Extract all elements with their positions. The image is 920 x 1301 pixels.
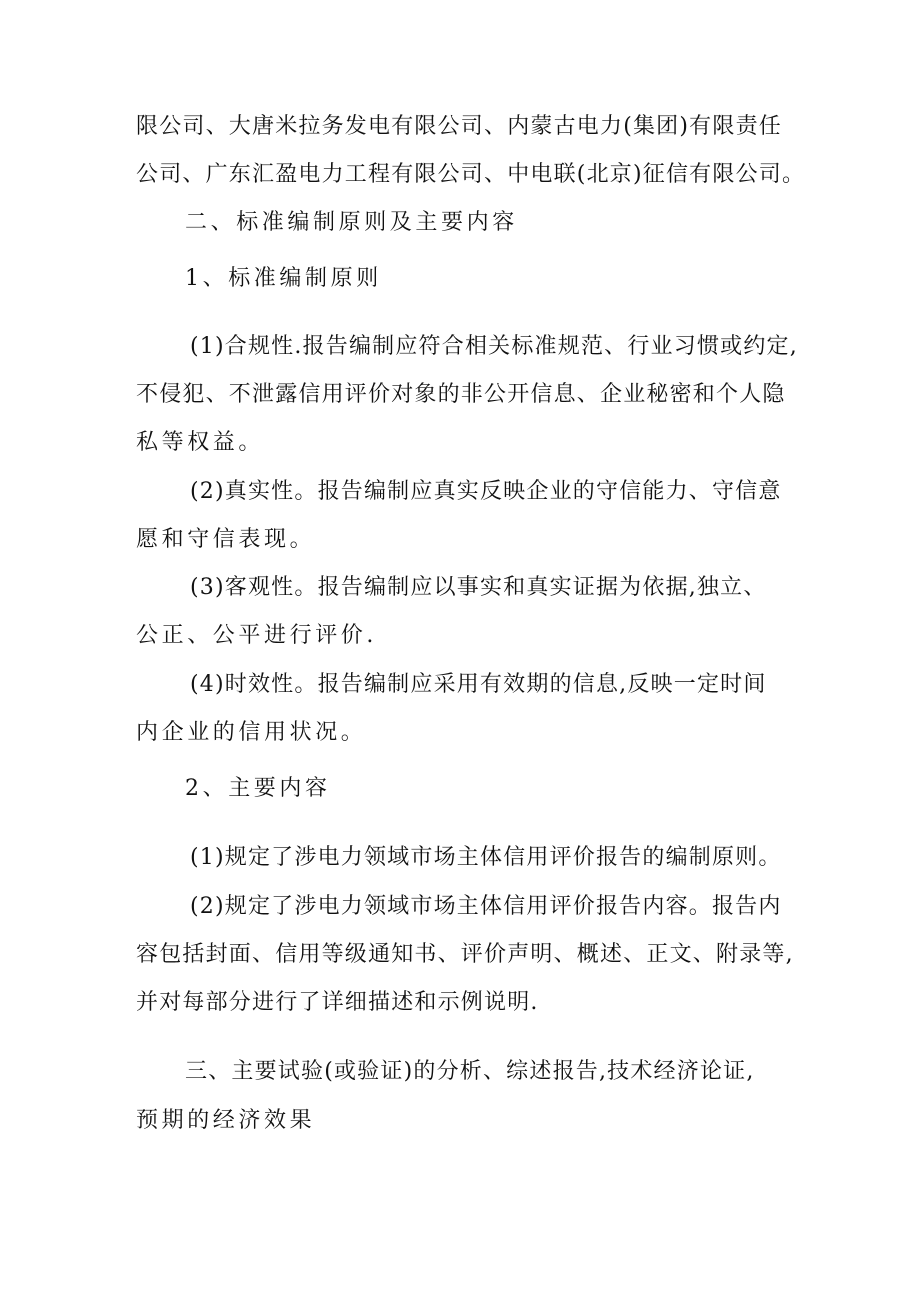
paragraph-line: 并对每部分进行了详细描述和示例说明. — [136, 990, 539, 1015]
paragraph-line: (2)规定了涉电力领域市场主体信用评价报告内容。报告内 — [190, 894, 782, 919]
paragraph-line: (1)合规性.报告编制应符合相关标准规范、行业习惯或约定, — [190, 334, 798, 359]
paragraph-line: 公正、公平进行评价. — [136, 623, 377, 648]
subsection-heading-2-1: 1、标准编制原则 — [185, 266, 382, 291]
paragraph-line: 不侵犯、不泄露信用评价对象的非公开信息、企业秘密和个人隐 — [136, 382, 786, 407]
paragraph-line: (2)真实性。报告编制应真实反映企业的守信能力、守信意 — [190, 479, 782, 504]
paragraph-line: 私等权益。 — [136, 430, 265, 455]
section-heading-2: 二、标准编制原则及主要内容 — [185, 210, 518, 235]
paragraph-line: (3)客观性。报告编制应以事实和真实证据为依据,独立、 — [190, 575, 767, 600]
paragraph-line: 愿和守信表现。 — [136, 527, 316, 552]
section-heading-3-continued: 预期的经济效果 — [136, 1108, 316, 1133]
paragraph-line: 内企业的信用状况。 — [136, 720, 367, 745]
paragraph-line: 限公司、大唐米拉务发电有限公司、内蒙古电力(集团)有限责任 — [136, 114, 782, 139]
paragraph-line: (1)规定了涉电力领域市场主体信用评价报告的编制原则。 — [190, 845, 782, 870]
paragraph-line: (4)时效性。报告编制应采用有效期的信息,反映一定时间 — [190, 672, 767, 697]
subsection-heading-2-2: 2、主要内容 — [185, 776, 331, 801]
section-heading-3: 三、主要试验(或验证)的分析、综述报告,技术经济论证, — [185, 1059, 755, 1084]
paragraph-line: 公司、广东汇盈电力工程有限公司、中电联(北京)征信有限公司。 — [136, 162, 806, 187]
paragraph-line: 容包括封面、信用等级通知书、评价声明、概述、正文、附录等, — [136, 942, 794, 967]
